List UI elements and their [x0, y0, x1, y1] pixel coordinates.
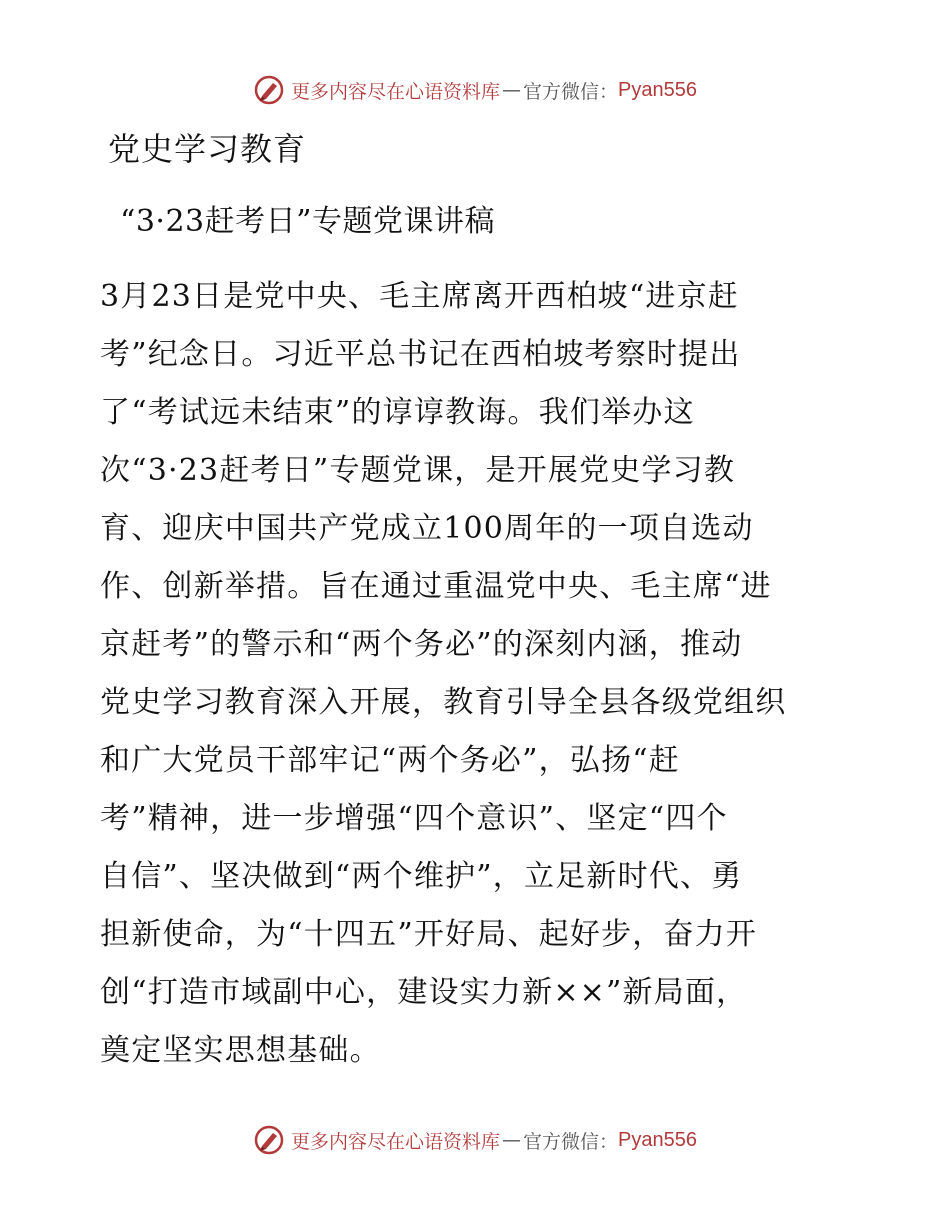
- banner-text: 更多内容尽在心语资料库: [291, 1130, 501, 1153]
- document-subtitle: “3·23赶考日”专题党课讲稿: [120, 204, 495, 239]
- banner-wechat-label: 官方微信：: [523, 80, 619, 103]
- pen-logo-icon: [253, 1124, 285, 1156]
- body-line: 次“3·23赶考日”专题党课，是开展党史学习教: [100, 453, 736, 488]
- footer-watermark-banner: [0, 1120, 950, 1160]
- body-line: 自信”、坚决做到“两个维护”，立足新时代、勇: [100, 859, 743, 894]
- body-line: 创“打造市域副中心，建设实力新××”新局面，: [100, 975, 748, 1010]
- body-line: 作、创新举措。旨在通过重温党中央、毛主席“进: [100, 569, 772, 604]
- body-line: 3月23日是党中央、毛主席离开西柏坡“进京赶: [100, 279, 739, 314]
- banner-wechat-id: Pyan556: [618, 1128, 697, 1151]
- body-line: 考”精神，进一步增强“四个意识”、坚定“四个: [100, 801, 728, 836]
- body-line: 党史学习教育深入开展，教育引导全县各级党组织: [100, 685, 787, 720]
- body-line: 奠定坚实思想基础。: [100, 1033, 381, 1068]
- body-line: 了“考试远未结束”的谆谆教诲。我们举办这: [100, 395, 695, 430]
- banner-separator: —: [502, 79, 522, 101]
- banner-wechat-id: Pyan556: [618, 78, 697, 101]
- header-watermark-banner: [0, 70, 950, 110]
- document-title: 党史学习教育: [108, 130, 307, 168]
- banner-wechat-label: 官方微信：: [523, 1130, 619, 1153]
- body-line: 和广大党员干部牢记“两个务必”，弘扬“赶: [100, 743, 681, 778]
- pen-logo-icon: [253, 74, 285, 106]
- body-line: 考”纪念日。习近平总书记在西柏坡考察时提出: [100, 337, 741, 372]
- body-line: 京赶考”的警示和“两个务必”的深刻内涵，推动: [100, 627, 743, 662]
- banner-separator: —: [502, 1129, 522, 1151]
- body-line: 担新使命，为“十四五”开好局、起好步，奋力开: [100, 917, 758, 952]
- document-body: [100, 268, 860, 1080]
- body-line: 育、迎庆中国共产党成立100周年的一项自选动: [100, 511, 754, 546]
- banner-text: 更多内容尽在心语资料库: [291, 80, 501, 103]
